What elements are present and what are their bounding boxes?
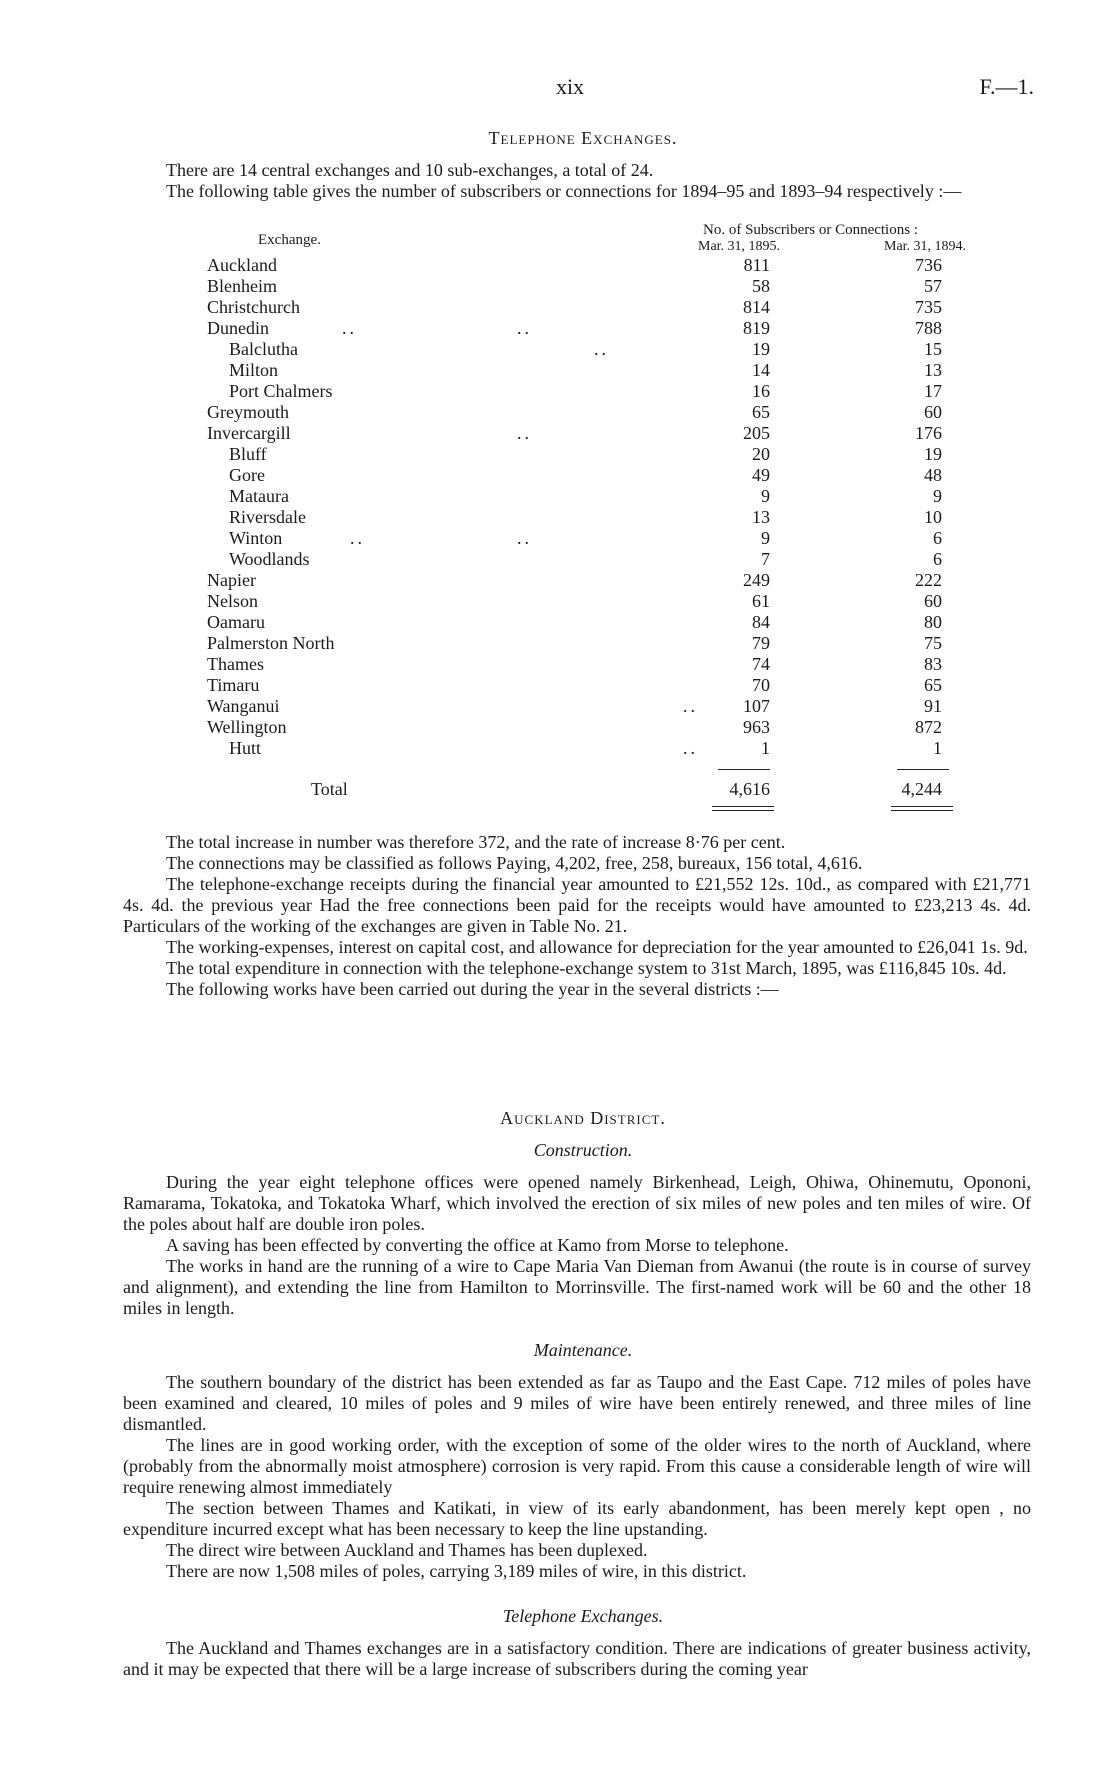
value-1894: 19 bbox=[924, 444, 942, 464]
table-row bbox=[0, 255, 1114, 276]
exchange-name: Milton bbox=[229, 360, 279, 380]
value-1894: 222 bbox=[915, 570, 942, 590]
construction-text bbox=[123, 1172, 1031, 1319]
exchange-name: Napier bbox=[207, 570, 256, 590]
exchange-name: Nelson bbox=[207, 591, 258, 611]
exchange-name: Blenheim bbox=[207, 276, 277, 296]
table-row bbox=[0, 549, 1114, 570]
table-row bbox=[0, 423, 1114, 444]
leader-dots: .. bbox=[683, 696, 698, 716]
value-1894: 15 bbox=[924, 339, 942, 359]
leader-dots: .. bbox=[342, 318, 357, 338]
table-row bbox=[0, 633, 1114, 654]
exchange-name: Greymouth bbox=[207, 402, 289, 422]
total-double-rule bbox=[891, 806, 953, 807]
value-1894: 80 bbox=[924, 612, 942, 632]
table-row bbox=[0, 654, 1114, 675]
value-1895: 13 bbox=[752, 507, 770, 527]
subheading-construction: Construction. bbox=[533, 1140, 633, 1160]
exchange-name: Balclutha bbox=[229, 339, 298, 359]
table-total-row bbox=[0, 779, 1114, 800]
table-row bbox=[0, 570, 1114, 591]
value-1895: 819 bbox=[743, 318, 770, 338]
exchange-name: Palmerston North bbox=[207, 633, 335, 653]
exchange-name: Hutt bbox=[229, 738, 262, 758]
exchange-name: Auckland bbox=[207, 255, 277, 275]
value-1895: 84 bbox=[752, 612, 770, 632]
exchange-name: Port Chalmers bbox=[229, 381, 333, 401]
value-1895: 61 bbox=[752, 591, 770, 611]
leader-dots: .. bbox=[594, 339, 609, 359]
table-row bbox=[0, 507, 1114, 528]
leader-dots: .. bbox=[517, 318, 532, 338]
value-1895: 205 bbox=[743, 423, 770, 443]
intro-text bbox=[123, 160, 1031, 202]
exchange-name: Invercargill bbox=[207, 423, 291, 443]
total-1894: 4,244 bbox=[901, 779, 942, 799]
leader-dots: .. bbox=[683, 738, 698, 758]
body-paragraph: The total expenditure in connection with the telephone-exchange system to 31st March, 1895, was £116,845 10s. 4d. bbox=[166, 958, 1007, 978]
section-title-telephone-exchanges: Telephone Exchanges. bbox=[488, 128, 678, 148]
value-1894: 9 bbox=[933, 486, 942, 506]
value-1894: 60 bbox=[924, 402, 942, 422]
value-1895: 9 bbox=[761, 486, 770, 506]
value-1895: 107 bbox=[743, 696, 770, 716]
exchange-name: Bluff bbox=[229, 444, 267, 464]
exchange-name: Mataura bbox=[229, 486, 289, 506]
body-paragraph: The following works have been carried out during the year in the several districts :— bbox=[166, 979, 779, 999]
exchange-name: Christchurch bbox=[207, 297, 300, 317]
value-1895: 1 bbox=[761, 738, 770, 758]
exchange-name: Wanganui bbox=[207, 696, 280, 716]
value-1894: 6 bbox=[933, 549, 942, 569]
body-paragraph: There are now 1,508 miles of poles, carrying 3,189 miles of wire, in this district. bbox=[166, 1561, 747, 1581]
value-1894: 17 bbox=[924, 381, 942, 401]
body-paragraph: The working-expenses, interest on capital cost, and allowance for depreciation for the year amounted to £26,041 1s. 9d. bbox=[166, 937, 1028, 957]
value-1894: 48 bbox=[924, 465, 942, 485]
exchange-name: Thames bbox=[207, 654, 264, 674]
value-1894: 10 bbox=[924, 507, 942, 527]
body-paragraph: The Auckland and Thames exchanges are in a satisfactory condition. There are indications of greater business activity, and it may be expected that there will be a large increase of subscribers during the coming year bbox=[123, 1638, 1031, 1679]
value-1894: 57 bbox=[924, 276, 942, 296]
value-1894: 83 bbox=[924, 654, 942, 674]
column-header-1895: Mar. 31, 1895. bbox=[698, 239, 781, 254]
value-1894: 176 bbox=[915, 423, 942, 443]
value-1895: 14 bbox=[752, 360, 770, 380]
subtotal-rule bbox=[718, 769, 770, 770]
value-1894: 872 bbox=[915, 717, 942, 737]
column-header-group: No. of Subscribers or Connections : bbox=[703, 222, 918, 238]
table-row bbox=[0, 612, 1114, 633]
total-double-rule bbox=[712, 806, 774, 807]
value-1894: 735 bbox=[915, 297, 942, 317]
value-1895: 49 bbox=[752, 465, 770, 485]
maintenance-text bbox=[123, 1372, 1031, 1582]
total-double-rule bbox=[891, 810, 953, 811]
value-1895: 16 bbox=[752, 381, 770, 401]
value-1895: 963 bbox=[743, 717, 770, 737]
exchange-name: Oamaru bbox=[207, 612, 265, 632]
value-1895: 70 bbox=[752, 675, 770, 695]
leader-dots: .. bbox=[517, 423, 532, 443]
table-row bbox=[0, 402, 1114, 423]
body-paragraph: The southern boundary of the district has been extended as far as Taupo and the East Cape. 712 miles of poles have been examined and cleared, 10 miles of poles and 9 miles of wire have been entirely renewed, and three miles of line dismantled. bbox=[123, 1372, 1031, 1434]
leader-dots: .. bbox=[350, 528, 365, 548]
table-row bbox=[0, 318, 1114, 339]
exchange-name: Winton bbox=[229, 528, 283, 548]
document-reference: F.—1. bbox=[979, 74, 1034, 99]
intro-paragraph: There are 14 central exchanges and 10 sub-exchanges, a total of 24. bbox=[166, 160, 654, 180]
body-paragraph: The total increase in number was therefore 372, and the rate of increase 8·76 per cent. bbox=[166, 832, 786, 852]
value-1894: 75 bbox=[924, 633, 942, 653]
subtotal-rule bbox=[897, 769, 949, 770]
telephone-exchanges-text bbox=[123, 1638, 1031, 1680]
total-label: Total bbox=[311, 779, 348, 799]
body-paragraph: The works in hand are the running of a wire to Cape Maria Van Dieman from Awanui (the route is in course of survey and alignment), and extending the line from Hamilton to Morrinsville. The first-named work will be 60 and the other 18 miles in length. bbox=[123, 1256, 1031, 1318]
exchange-name: Timaru bbox=[207, 675, 260, 695]
value-1894: 13 bbox=[924, 360, 942, 380]
value-1895: 811 bbox=[743, 255, 770, 275]
body-paragraph: A saving has been effected by converting the office at Kamo from Morse to telephone. bbox=[166, 1235, 789, 1255]
value-1895: 7 bbox=[761, 549, 770, 569]
exchange-name: Woodlands bbox=[229, 549, 310, 569]
value-1895: 79 bbox=[752, 633, 770, 653]
exchange-name: Gore bbox=[229, 465, 265, 485]
table-row bbox=[0, 675, 1114, 696]
column-header-1894: Mar. 31, 1894. bbox=[884, 239, 967, 254]
value-1895: 20 bbox=[752, 444, 770, 464]
body-paragraph: The lines are in good working order, with the exception of some of the older wires to the north of Auckland, where (probably from the abnormally moist atmosphere) corrosion is very rapid. From this cause a considerable length of wire will require renewing almost immediately bbox=[123, 1435, 1031, 1497]
exchange-name: Riversdale bbox=[229, 507, 306, 527]
exchange-name: Dunedin bbox=[207, 318, 269, 338]
subheading-telephone-exchanges: Telephone Exchanges. bbox=[502, 1606, 664, 1626]
value-1895: 58 bbox=[752, 276, 770, 296]
value-1895: 9 bbox=[761, 528, 770, 548]
body-paragraph: The telephone-exchange receipts during the financial year amounted to £21,552 12s. 10d., as compared with £21,771 4s. 4d. the previous year Had the free connections been paid for the receipts would have amounted to £23,213 4s. 4d. Particulars of the working of the exchanges are given in Table No. 21. bbox=[123, 874, 1031, 936]
body-paragraph: The direct wire between Auckland and Thames has been duplexed. bbox=[166, 1540, 648, 1560]
table-row bbox=[0, 297, 1114, 318]
column-header-exchange: Exchange. bbox=[258, 232, 321, 248]
page-number: xix bbox=[555, 74, 585, 99]
total-double-rule bbox=[712, 810, 774, 811]
table-row bbox=[0, 696, 1114, 717]
table-row bbox=[0, 360, 1114, 381]
value-1895: 814 bbox=[743, 297, 770, 317]
table-row bbox=[0, 486, 1114, 507]
leader-dots: .. bbox=[517, 528, 532, 548]
exchange-summary-text bbox=[123, 832, 1031, 1000]
body-paragraph: The section between Thames and Katikati, in view of its early abandonment, has been merely kept open , no expenditure incurred except what has been necessary to keep the line upstanding. bbox=[123, 1498, 1031, 1539]
body-paragraph: During the year eight telephone offices were opened namely Birkenhead, Leigh, Ohiwa, Ohinemutu, Opononi, Ramarama, Tokatoka, and Tokatoka Wharf, which involved the erection of six miles of new poles and ten miles of wire. Of the poles about half are double iron poles. bbox=[123, 1172, 1031, 1234]
table-row bbox=[0, 339, 1114, 360]
value-1895: 19 bbox=[752, 339, 770, 359]
intro-paragraph: The following table gives the number of subscribers or connections for 1894–95 and 1893–94 respectively :— bbox=[166, 181, 962, 201]
table-row bbox=[0, 591, 1114, 612]
table-row bbox=[0, 717, 1114, 738]
value-1895: 65 bbox=[752, 402, 770, 422]
table-row bbox=[0, 381, 1114, 402]
section-title-auckland-district: Auckland District. bbox=[500, 1108, 666, 1128]
value-1894: 60 bbox=[924, 591, 942, 611]
total-1895: 4,616 bbox=[729, 779, 770, 799]
body-paragraph: The connections may be classified as follows Paying, 4,202, free, 258, bureaux, 156 total, 4,616. bbox=[166, 853, 863, 873]
table-row bbox=[0, 528, 1114, 549]
value-1894: 91 bbox=[924, 696, 942, 716]
value-1894: 736 bbox=[915, 255, 942, 275]
table-row bbox=[0, 276, 1114, 297]
table-row bbox=[0, 444, 1114, 465]
value-1894: 788 bbox=[915, 318, 942, 338]
table-row bbox=[0, 465, 1114, 486]
value-1894: 1 bbox=[933, 738, 942, 758]
value-1895: 249 bbox=[743, 570, 770, 590]
value-1894: 65 bbox=[924, 675, 942, 695]
table-row bbox=[0, 738, 1114, 759]
subheading-maintenance: Maintenance. bbox=[533, 1340, 633, 1360]
value-1895: 74 bbox=[752, 654, 770, 674]
exchange-name: Wellington bbox=[207, 717, 287, 737]
value-1894: 6 bbox=[933, 528, 942, 548]
